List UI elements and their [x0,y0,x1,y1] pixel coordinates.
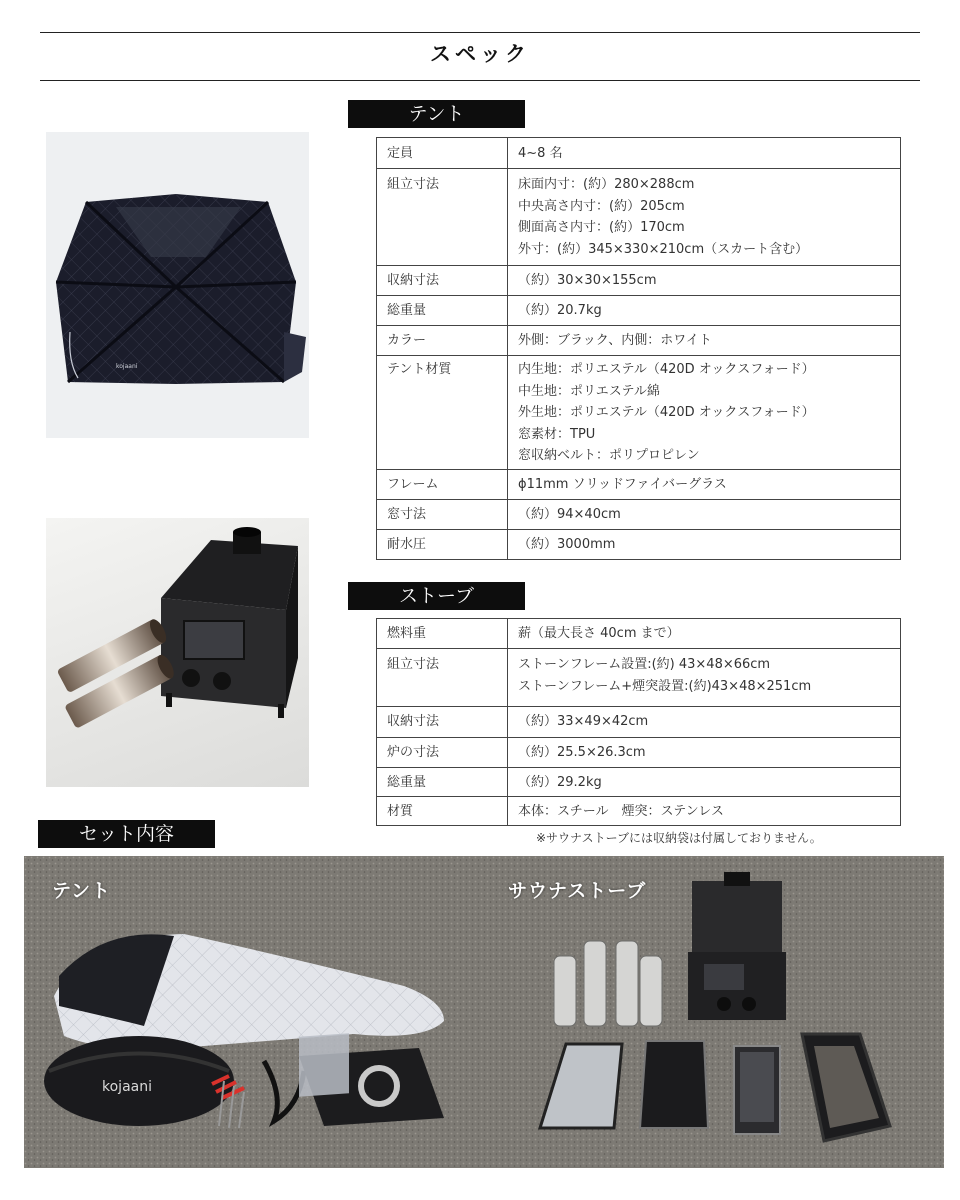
spec-key: 収納寸法 [377,707,508,738]
caption-tent: テント [52,880,112,902]
spec-value-line: 4~8 名 [518,146,563,161]
stove-section-label: ストーブ [348,582,525,610]
table-row [377,266,901,296]
spec-value-line: 内生地：ポリエステル（420D オックスフォード） [518,362,815,377]
spec-value-line: 床面内寸：(約）280×288cm [518,177,695,192]
spec-value [508,768,901,797]
spec-value-line: 中生地：ポリエステル綿 [518,383,660,399]
spec-key: テント材質 [377,356,508,470]
spec-key: 燃料重 [377,619,508,649]
spec-key: 組立寸法 [377,169,508,266]
spec-value-line: 外生地：ポリエステル（420D オックスフォード） [518,405,815,420]
spec-value-line: （約）94×40cm [518,507,621,522]
spec-value [508,530,901,560]
spec-value-line: 外側：ブラック、内側：ホワイト [518,333,712,348]
table-row [377,326,901,356]
spec-key: 組立寸法 [377,649,508,707]
spec-key: 収納寸法 [377,266,508,296]
spec-value-line: 外寸：(約）345×330×210cm（スカート含む） [518,241,809,257]
spec-value-line: 側面高さ内寸：(約）170cm [518,220,685,235]
table-row [377,649,901,707]
spec-value-line: 窓収納ベルト：ポリプロピレン [518,448,700,463]
tent-spec-table [376,137,901,560]
spec-value [508,296,901,326]
stove-note: ※サウナストーブには収納袋は付属しておりません。 [536,831,822,845]
table-row [377,470,901,500]
spec-key: 窓寸法 [377,500,508,530]
stove-illustration [46,518,309,787]
spec-value [508,649,901,707]
table-row [377,500,901,530]
table-row [377,707,901,738]
spec-key: フレーム [377,470,508,500]
spec-value [508,266,901,296]
table-row [377,356,901,470]
bag-logo: kojaani [102,1079,152,1095]
table-row [377,138,901,169]
spec-value [508,707,901,738]
tent-product-photo [46,132,309,438]
spec-value-line: 窓素材：TPU [518,426,596,442]
spec-value-line: （約）29.2kg [518,775,602,790]
spec-value-line: （約）25.5×26.3cm [518,745,646,760]
set-contents-illustration [24,856,944,1168]
caption-sauna-stove: サウナストーブ [508,880,647,902]
tent-section-label: テント [348,100,525,128]
page-title: スペック [430,42,530,66]
spec-value-line: （約）20.7kg [518,303,602,318]
stove-product-photo [46,518,309,787]
spec-value-line: （約）3000mm [518,537,616,552]
spec-value [508,326,901,356]
spec-key: 総重量 [377,768,508,797]
spec-value [508,169,901,266]
table-row [377,619,901,649]
header-bottom-rule [40,80,920,81]
table-row [377,169,901,266]
spec-key: 材質 [377,797,508,826]
table-row [377,797,901,826]
spec-key: カラー [377,326,508,356]
set-contents-label: セット内容 [38,820,215,848]
spec-value-line: （約）30×30×155cm [518,273,657,288]
spec-key: 定員 [377,138,508,169]
spec-value-line: ストーンフレーム+煙突設置:(約)43×48×251cm [518,678,812,694]
set-contents-photo [24,856,944,1168]
spec-value-line: 中央高さ内寸：(約）205cm [518,198,685,214]
spec-value [508,619,901,649]
spec-value [508,797,901,826]
spec-value [508,470,901,500]
spec-value [508,500,901,530]
spec-key: 総重量 [377,296,508,326]
spec-key: 耐水圧 [377,530,508,560]
spec-value [508,738,901,768]
tent-illustration [46,132,309,438]
spec-value-line: 薪（最大長さ 40cm まで） [518,626,680,641]
table-row [377,768,901,797]
spec-key: 炉の寸法 [377,738,508,768]
stove-spec-table [376,618,901,826]
spec-value [508,356,901,470]
spec-value [508,138,901,169]
spec-value-line: ϕ11mm ソリッドファイバーグラス [518,477,727,492]
table-row [377,738,901,768]
spec-value-line: 本体：スチール 煙突：ステンレス [518,804,724,819]
tent-logo: kojaani [116,363,138,370]
spec-value-line: ストーンフレーム設置:(約) 43×48×66cm [518,657,771,672]
spec-value-line: （約）33×49×42cm [518,714,649,729]
header-top-rule [40,32,920,33]
table-row [377,530,901,560]
table-row [377,296,901,326]
